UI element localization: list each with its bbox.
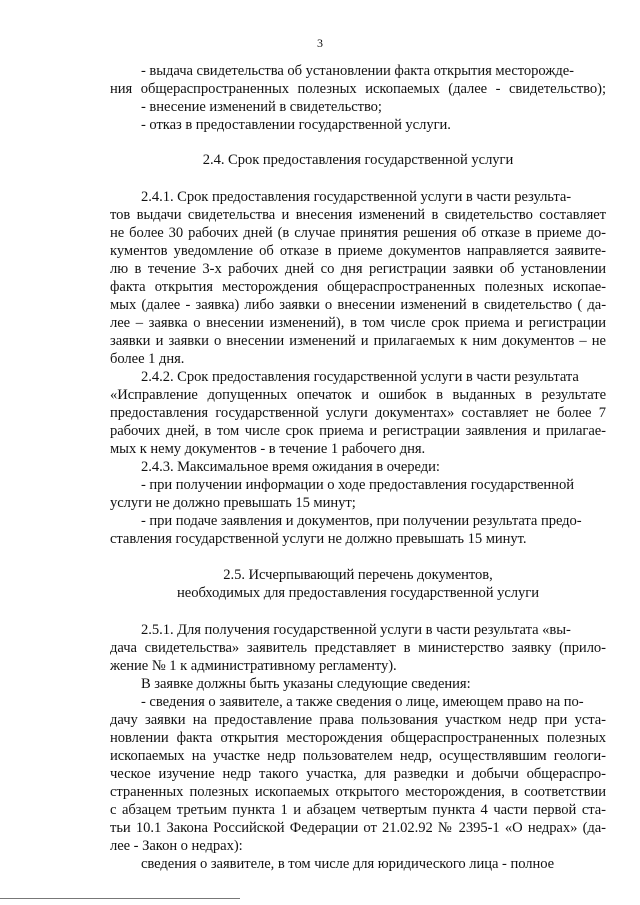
text-line: 2.4.3. Максимальное время ожидания в очереди: bbox=[141, 459, 440, 475]
text-line: - сведения о заявителе, а также сведения о лице, имеющем право на по- bbox=[141, 694, 584, 710]
text-line: с абзацем третьим пункта 1 и абзацем четвертым пункта 4 части первой ста- bbox=[110, 802, 606, 818]
text-line: новлении факта открытия месторождения общераспространенных полезных bbox=[110, 730, 606, 746]
text-line: лее - Закон о недрах): bbox=[110, 838, 243, 854]
text-line: ископаемых на участке недр пользователем недр, осуществлявшим геологи- bbox=[110, 748, 606, 764]
footer-rule bbox=[0, 898, 240, 899]
text-line: лее – заявка о внесении изменений), в том числе срок приема и регистрации bbox=[110, 315, 606, 331]
text-line: 2.5.1. Для получения государственной услуги в части результата «вы- bbox=[141, 622, 571, 638]
text-line: страненных полезных ископаемых открытого месторождения, в соответствии bbox=[110, 784, 606, 800]
text-line: заявки и заявки о внесении изменений и прилагаемых к ним документов – не bbox=[110, 333, 606, 349]
text-line: 2.4.1. Срок предоставления государственной услуги в части результа- bbox=[141, 189, 572, 205]
text-line: ставления государственной услуги не должно превышать 15 минут. bbox=[110, 531, 527, 547]
text-line: тьи 10.1 Закона Российской Федерации от 21.02.92 № 2395-1 «О недрах» (да- bbox=[110, 820, 606, 836]
page-number: 3 bbox=[317, 36, 323, 50]
text-line: 2.4. Срок предоставления государственной услуги bbox=[202, 152, 514, 168]
text-line: сведения о заявителе, в том числе для юридического лица - полное bbox=[141, 856, 555, 872]
text-line: 2.5. Исчерпывающий перечень документов, bbox=[223, 567, 493, 583]
text-line: услуги не должно превышать 15 минут; bbox=[110, 495, 356, 511]
text-line: В заявке должны быть указаны следующие сведения: bbox=[141, 676, 471, 692]
text-line: - отказ в предоставлении государственной услуги. bbox=[141, 117, 451, 133]
text-line: - при подаче заявления и документов, при получении результата предо- bbox=[141, 513, 582, 529]
text-line: кументов уведомление об отказе в приеме документов направляется заявите- bbox=[110, 243, 606, 259]
text-line: ческое изучение недр такого участка, для разведки и добычи общераспро- bbox=[110, 766, 606, 782]
text-line: предоставления государственной услуги документах» составляет не более 7 bbox=[110, 405, 606, 421]
text-line: рабочих дней, в том числе срок приема и регистрации заявления и прилагае- bbox=[110, 423, 606, 439]
text-line: необходимых для предоставления государственной услуги bbox=[177, 585, 539, 601]
text-line: более 1 дня. bbox=[110, 351, 185, 367]
text-line: дача свидетельства» заявитель представляет в министерство заявку (прило- bbox=[110, 640, 606, 656]
text-line: мых к нему документов - в течение 1 рабочего дня. bbox=[110, 441, 426, 457]
text-line: 2.4.2. Срок предоставления государственной услуги в части результата bbox=[141, 369, 579, 385]
text-line: ния общераспространенных полезных ископаемых (далее - свидетельство); bbox=[110, 81, 606, 97]
text-line: - внесение изменений в свидетельство; bbox=[141, 99, 382, 115]
text-line: тов выдачи свидетельства и внесения изменений в свидетельство составляет bbox=[110, 207, 606, 223]
text-line: мых (далее - заявка) либо заявки о внесении изменений в свидетельство ( да- bbox=[110, 297, 606, 313]
text-line: - при получении информации о ходе предоставления государственной bbox=[141, 477, 574, 493]
text-line: жение № 1 к административному регламенту). bbox=[110, 658, 397, 674]
text-line: «Исправление допущенных опечаток и ошибок в выданных в результате bbox=[110, 387, 606, 403]
text-line: - выдача свидетельства об установлении факта открытия месторожде- bbox=[141, 63, 574, 79]
text-line: лю в течение 3-х рабочих дней со дня регистрации заявки об установлении bbox=[110, 261, 606, 277]
text-line: дачу заявки на предоставление права пользования участком недр при уста- bbox=[110, 712, 606, 728]
text-line: не более 30 рабочих дней (в случае принятия решения об отказе в приеме до- bbox=[110, 225, 606, 241]
text-line: факта открытия месторождения общераспространенных полезных ископае- bbox=[110, 279, 606, 295]
